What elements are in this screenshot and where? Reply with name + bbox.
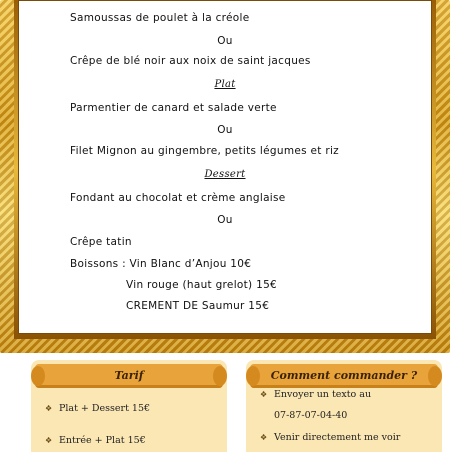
tarif-line-1: ❖ Plat + Dessert 15€ [45,403,151,414]
order-phone: 07-87-07-04-40 [274,410,348,421]
order-line-1: ❖ Envoyer un texto au [260,389,372,400]
menu-section-dessert: Dessert [204,169,246,180]
menu-dessert-2: Crêpe tatin [70,236,132,248]
menu-plat-2: Filet Mignon au gingembre, petits légumes et riz [70,145,339,157]
menu-entree-1: Samoussas de poulet à la créole [70,12,250,24]
menu-drinks-1: Boissons : Vin Blanc d’Anjou 10€ [70,258,252,270]
order-banner [250,364,438,388]
tarif-line-2: ❖ Entrée + Plat 15€ [45,435,146,446]
menu-or-2: Ou [217,124,233,136]
menu-plat-1: Parmentier de canard et salade verte [70,102,277,114]
diamond-bullet-icon: ❖ [260,433,268,442]
menu-drinks-3: CREMENT DE Saumur 15€ [126,300,270,312]
order-line-3: ❖ Venir directement me voir [260,432,401,443]
tarif-title: Tarif [114,369,144,382]
menu-canvas [18,0,432,334]
diamond-bullet-icon: ❖ [260,390,268,399]
diamond-bullet-icon: ❖ [45,404,53,413]
menu-drinks-2: Vin rouge (haut grelot) 15€ [126,279,278,291]
order-title: Comment commander ? [270,369,418,382]
order-card [246,360,442,452]
diamond-bullet-icon: ❖ [45,436,53,445]
menu-entree-2: Crêpe de blé noir aux noix de saint jacques [70,55,311,67]
tarif-banner [35,364,223,388]
menu-section-plat: Plat [214,79,236,90]
menu-or-3: Ou [217,214,233,226]
menu-dessert-1: Fondant au chocolat et crème anglaise [70,192,286,204]
tarif-card [31,360,227,452]
menu-or-1: Ou [217,35,233,47]
